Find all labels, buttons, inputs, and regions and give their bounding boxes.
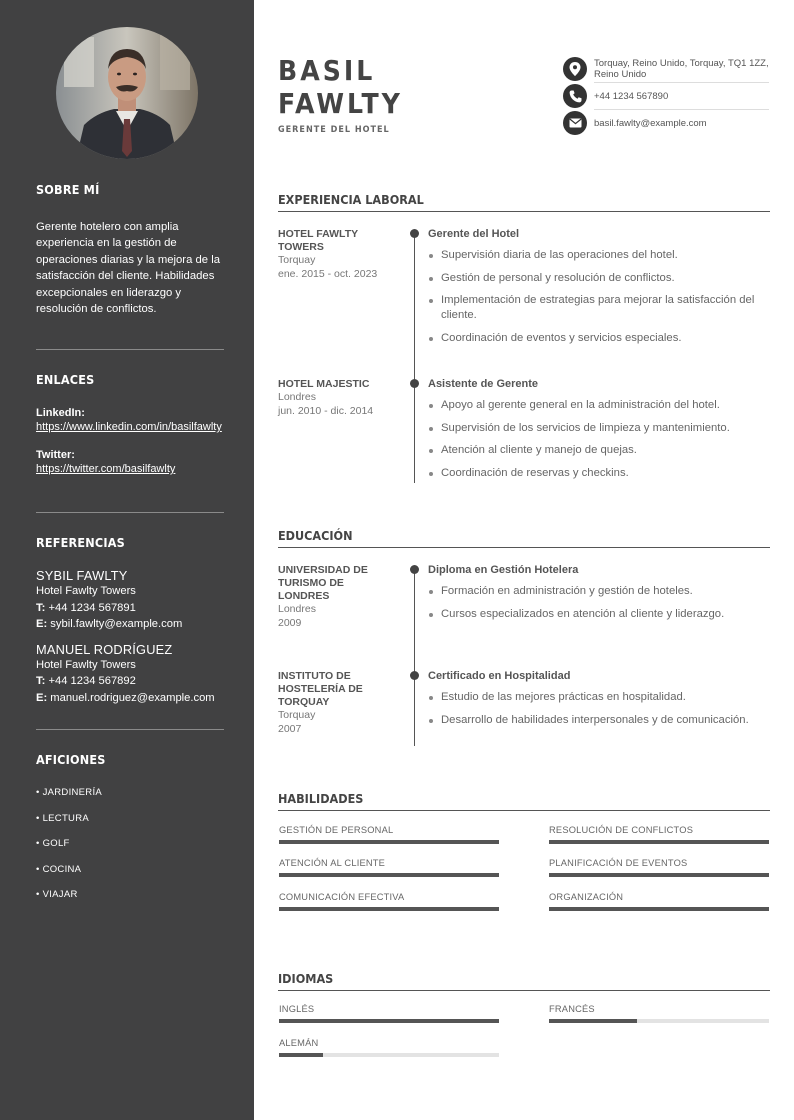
skill-bar-fill	[549, 840, 769, 844]
reference-phone-label: T:	[36, 675, 46, 687]
divider	[36, 349, 224, 350]
linkedin-label: LinkedIn:	[36, 407, 85, 419]
skill-name: ATENCIÓN AL CLIENTE	[279, 858, 386, 868]
phone-icon	[563, 84, 587, 108]
divider	[278, 990, 770, 991]
skill-name: RESOLUCIÓN DE CONFLICTOS	[549, 825, 694, 835]
org-dates: 2009	[278, 616, 302, 629]
divider	[36, 729, 224, 730]
skill-bar	[279, 873, 499, 877]
hobby-item: • COCINA	[36, 863, 82, 875]
org-dates: ene. 2015 - oct. 2023	[278, 267, 378, 280]
reference-item	[36, 568, 224, 633]
reference-email-label: E:	[36, 691, 48, 704]
full-name	[278, 54, 403, 120]
phone-text: +44 1234 567890	[594, 90, 669, 102]
skill-bar-fill	[549, 873, 769, 877]
reference-email: sybil.fawlty@example.com	[50, 618, 183, 630]
org-location: Torquay	[278, 709, 316, 721]
divider	[594, 82, 769, 83]
divider	[594, 109, 769, 110]
reference-name: SYBIL FAWLTY	[36, 568, 128, 583]
reference-name: MANUEL RODRÍGUEZ	[36, 641, 173, 657]
education-timeline	[414, 570, 415, 746]
reference-company: Hotel Fawlty Towers	[36, 585, 136, 597]
skill-item	[279, 892, 499, 911]
address-text: Torquay, Reino Unido, Torquay, TQ1 1ZZ, Reino Unido	[594, 58, 769, 80]
language-item	[279, 1004, 499, 1023]
language-bar	[549, 1019, 769, 1023]
list-item: Desarrollo de habilidades interpersonales y de comunicación.	[428, 713, 770, 728]
org-name: UNIVERSIDAD DE TURISMO DE LONDRES	[278, 564, 368, 602]
skill-item	[549, 858, 769, 877]
org-dates: 2007	[278, 722, 302, 735]
hobby-item: • JARDINERÍA	[36, 787, 103, 798]
skill-name: GESTIÓN DE PERSONAL	[279, 825, 394, 835]
skill-bar-fill	[279, 873, 499, 877]
skill-name: PLANIFICACIÓN DE EVENTOS	[549, 858, 688, 868]
first-name: BASIL	[278, 54, 376, 87]
org-location: Londres	[278, 391, 316, 403]
divider	[278, 810, 770, 811]
email-text[interactable]: basil.fawlty@example.com	[594, 117, 707, 129]
experience-org	[278, 228, 388, 281]
skill-item	[549, 825, 769, 844]
skill-name: ORGANIZACIÓN	[549, 892, 624, 902]
list-item: Estudio de las mejores prácticas en hospitalidad.	[428, 690, 770, 705]
envelope-icon	[563, 111, 587, 135]
skill-bar-fill	[279, 907, 499, 911]
reference-phone: +44 1234 567892	[48, 675, 136, 687]
language-bar-fill	[279, 1053, 323, 1057]
experience-title: EXPERIENCIA LABORAL	[278, 192, 424, 207]
language-name: ALEMÁN	[279, 1038, 319, 1048]
contact-email	[563, 111, 769, 135]
experience-details	[428, 228, 770, 353]
skill-item	[279, 825, 499, 844]
list-item: Coordinación de reservas y checkins.	[428, 466, 770, 481]
skill-item	[279, 858, 499, 877]
sidebar	[0, 0, 254, 1120]
language-bar	[279, 1053, 499, 1057]
list-item: Atención al cliente y manejo de quejas.	[428, 443, 770, 458]
twitter-link[interactable]: https://twitter.com/basilfawlty	[36, 463, 176, 475]
skill-bar	[279, 907, 499, 911]
position-title: Asistente de Gerente	[428, 378, 539, 390]
references-section	[36, 535, 224, 706]
list-item: Implementación de estrategias para mejorar la satisfacción del cliente.	[428, 293, 770, 323]
timeline-dot	[410, 671, 419, 680]
language-name: FRANCÉS	[549, 1004, 595, 1014]
avatar	[56, 27, 198, 159]
degree-title: Diploma en Gestión Hotelera	[428, 564, 579, 576]
org-name: INSTITUTO DE HOSTELERÍA DE TORQUAY	[278, 670, 363, 708]
divider	[278, 547, 770, 548]
skills-title: HABILIDADES	[278, 791, 364, 806]
degree-title: Certificado en Hospitalidad	[428, 670, 571, 682]
contact-phone	[563, 84, 769, 108]
hobby-item: • LECTURA	[36, 812, 90, 824]
position-title: Gerente del Hotel	[428, 228, 520, 240]
reference-item	[36, 642, 224, 707]
linkedin-link[interactable]: https://www.linkedin.com/in/basilfawlty	[36, 421, 222, 433]
about-text: Gerente hotelero con amplia experiencia en la gestión de operaciones diarias y la mejora de la satisfacción del cliente. Habilidades excepcionales en liderazgo y resolución de conflictos.	[36, 221, 220, 316]
twitter-label: Twitter:	[36, 449, 75, 461]
org-name: HOTEL FAWLTY TOWERS	[278, 228, 358, 253]
about-section	[36, 182, 224, 317]
org-location: Torquay	[278, 254, 316, 266]
education-details	[428, 564, 770, 629]
experience-org	[278, 378, 388, 418]
reference-email-label: E:	[36, 618, 48, 630]
timeline-dot	[410, 379, 419, 388]
language-bar	[279, 1019, 499, 1023]
hobbies-section	[36, 752, 224, 915]
list-item: Gestión de personal y resolución de conflictos.	[428, 271, 770, 286]
languages-title: IDIOMAS	[278, 971, 334, 986]
language-name: INGLÉS	[279, 1004, 315, 1014]
education-details	[428, 670, 770, 735]
location-pin-icon	[563, 57, 587, 81]
portrait-image	[56, 27, 198, 159]
reference-company: Hotel Fawlty Towers	[36, 658, 136, 671]
contact-address	[563, 57, 769, 81]
experience-timeline	[414, 234, 415, 483]
references-title: REFERENCIAS	[36, 535, 125, 550]
list-item: Cursos especializados en atención al cliente y liderazgo.	[428, 607, 770, 622]
links-title: ENLACES	[36, 372, 95, 387]
language-item	[549, 1004, 769, 1023]
hobby-item: • VIAJAR	[36, 889, 78, 900]
last-name: FAWLTY	[278, 87, 403, 120]
language-bar-fill	[279, 1019, 499, 1023]
list-item: Apoyo al gerente general en la administración del hotel.	[428, 398, 770, 413]
org-location: Londres	[278, 603, 316, 615]
skill-name: COMUNICACIÓN EFECTIVA	[279, 892, 405, 902]
reference-phone-label: T:	[36, 601, 46, 614]
education-org	[278, 670, 388, 736]
reference-email: manuel.rodriguez@example.com	[50, 691, 215, 704]
skill-bar	[549, 840, 769, 844]
org-name: HOTEL MAJESTIC	[278, 378, 370, 390]
about-title: SOBRE MÍ	[36, 182, 100, 197]
list-item: Supervisión diaria de las operaciones del hotel.	[428, 248, 770, 263]
divider	[36, 512, 224, 513]
skill-bar	[279, 840, 499, 844]
skill-bar-fill	[279, 840, 499, 844]
links-section	[36, 372, 224, 477]
skill-bar	[549, 873, 769, 877]
language-bar-fill	[549, 1019, 637, 1023]
skill-bar	[549, 907, 769, 911]
skill-bar-fill	[549, 907, 769, 911]
org-dates: jun. 2010 - dic. 2014	[278, 404, 374, 417]
education-title: EDUCACIÓN	[278, 528, 353, 543]
list-item: Formación en administración y gestión de hoteles.	[428, 584, 770, 599]
list-item: Supervisión de los servicios de limpieza y mantenimiento.	[428, 421, 770, 436]
language-item	[279, 1038, 499, 1057]
list-item: Coordinación de eventos y servicios especiales.	[428, 331, 770, 346]
divider	[278, 211, 770, 212]
timeline-dot	[410, 565, 419, 574]
job-title: GERENTE DEL HOTEL	[278, 125, 390, 135]
education-org	[278, 564, 388, 630]
experience-details	[428, 378, 770, 488]
hobby-item: • GOLF	[36, 838, 70, 849]
reference-phone: +44 1234 567891	[48, 601, 136, 614]
skill-item	[549, 892, 769, 911]
timeline-dot	[410, 229, 419, 238]
hobbies-title: AFICIONES	[36, 752, 106, 767]
